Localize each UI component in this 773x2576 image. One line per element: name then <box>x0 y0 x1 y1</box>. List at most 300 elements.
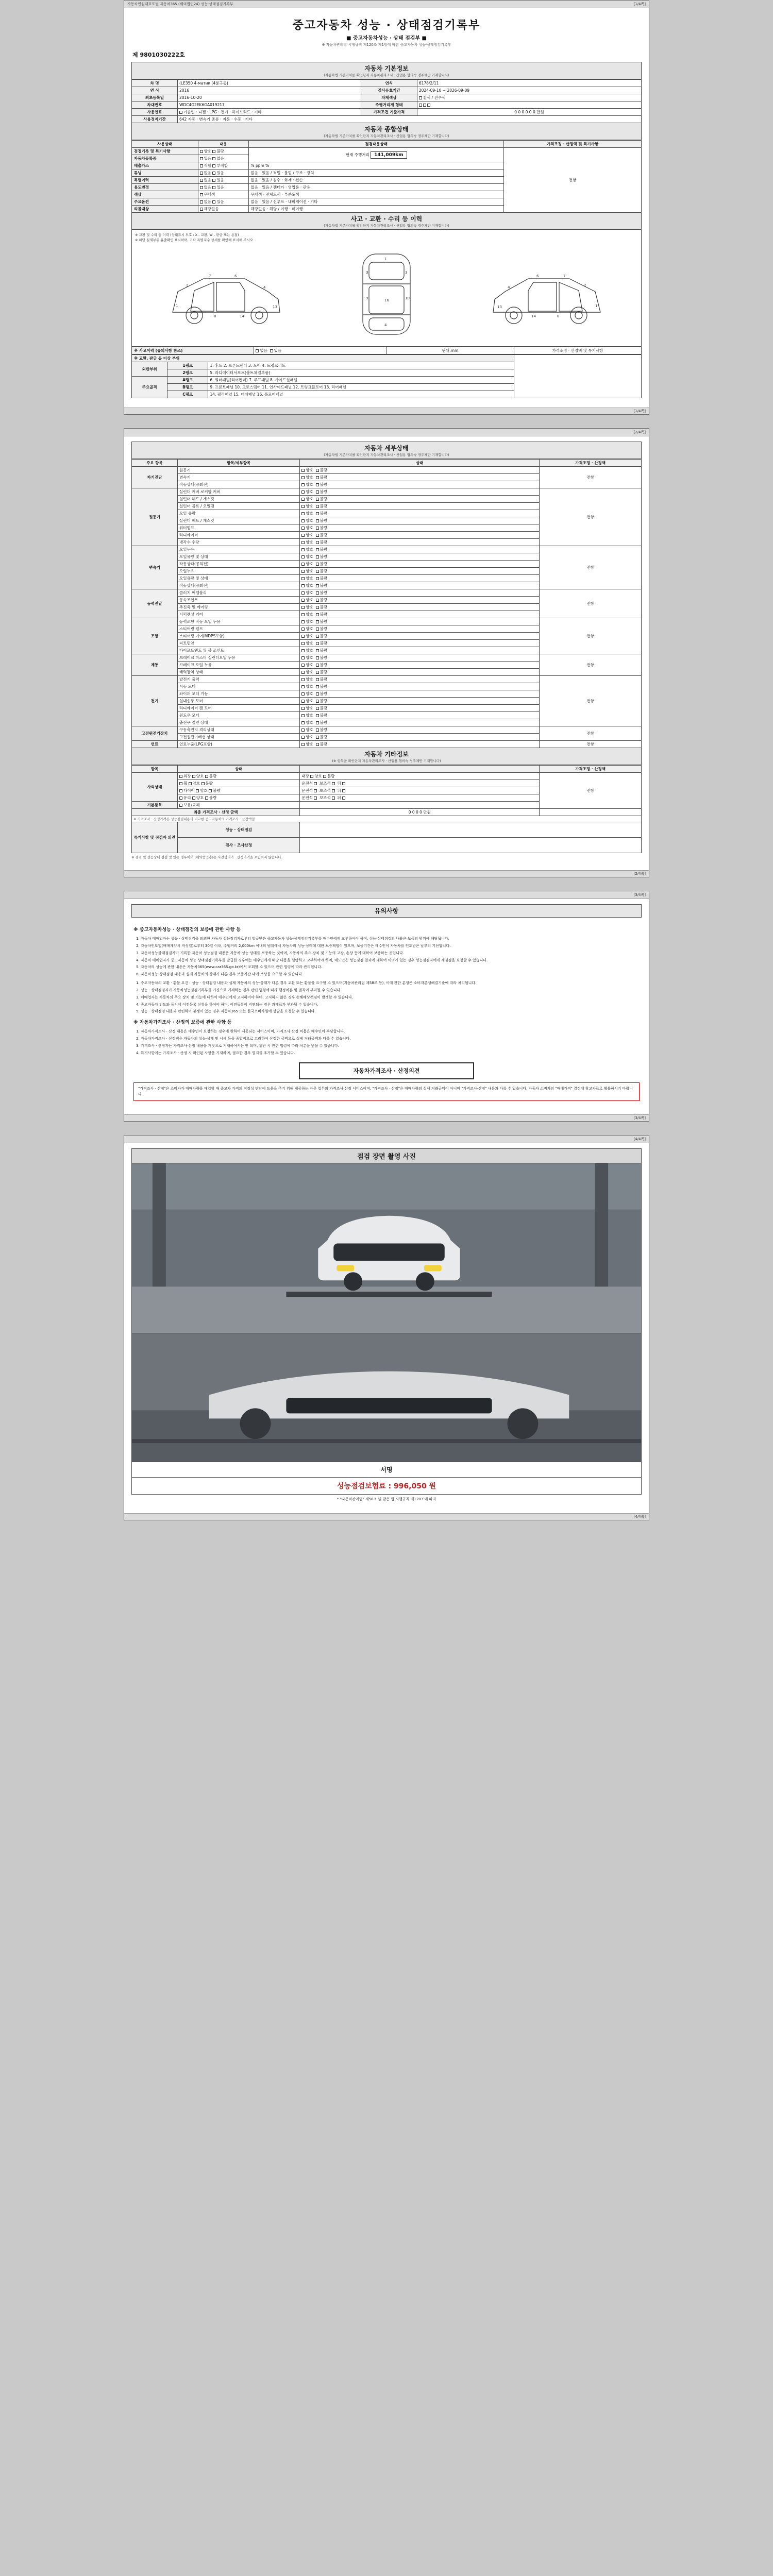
accident-label: ※ 사고이력 (유의사항 참조) <box>132 347 254 354</box>
checkbox-icon[interactable] <box>179 789 182 792</box>
list-item: 3. 매매업자는 자동차의 주요 장치 및 기능에 대하여 매수인에게 고지하여야 하며, 고지하지 않은 경우 손해배상책임이 발생할 수 있습니다. <box>141 995 640 1001</box>
notice-list-1 <box>141 936 640 977</box>
detail-state-cell: 양호 불량 <box>300 567 540 574</box>
checkbox-icon[interactable] <box>212 179 215 182</box>
checkbox-icon[interactable] <box>342 782 345 785</box>
checkbox-icon[interactable] <box>189 782 192 785</box>
section-etc-subtitle: (※ 항목을 확인단지 자동차관리조사 · 산업용 협의숙 경주체만 기재합니다) <box>332 758 441 763</box>
detail-state-cell: 양호 불량 <box>300 538 540 546</box>
checkbox-icon[interactable] <box>316 505 319 508</box>
detail-state-cell: 양호 불량 <box>300 704 540 711</box>
checkbox-icon[interactable] <box>301 469 305 472</box>
svg-text:3: 3 <box>365 270 368 275</box>
basic-label: 가격조건 기준가격 <box>361 109 417 116</box>
checkbox-icon[interactable] <box>301 635 305 638</box>
checkbox-icon[interactable] <box>316 664 319 667</box>
checkbox-icon[interactable] <box>316 613 319 616</box>
checkbox-icon[interactable] <box>316 649 319 652</box>
table-row <box>132 822 642 837</box>
checkbox-icon[interactable] <box>316 512 319 515</box>
detail-sub-label: 원동기 <box>178 466 300 473</box>
detail-state-cell: 양호 불량 <box>300 531 540 538</box>
checkbox-icon[interactable] <box>301 664 305 667</box>
checkbox-icon[interactable] <box>179 775 182 778</box>
unit-label: 단위:mm <box>386 347 514 354</box>
checkbox-icon[interactable] <box>316 700 319 703</box>
checkbox-icon[interactable] <box>301 606 305 609</box>
table-row <box>132 837 642 853</box>
basic-value: 0 0 0 0 0 0 만원 <box>417 109 641 116</box>
total-label: 최종 가격조사 · 산정 금액 <box>132 808 300 816</box>
checkbox-icon[interactable] <box>196 789 199 792</box>
svg-text:2: 2 <box>186 283 189 287</box>
detail-sub-label: 윈도우 모터 <box>178 711 300 719</box>
checkbox-icon[interactable] <box>301 736 305 739</box>
checkbox-icon[interactable] <box>301 649 305 652</box>
section-detail-title: 자동차 세부상태 <box>364 444 409 452</box>
detail-price-cell[interactable]: 전항 <box>540 726 642 740</box>
table-row: 배출가스 적합 부적합 % ppm % <box>132 162 642 170</box>
basic-value: 가솔린 · 디젤 · LPG · 전기 · 하이브리드 · 기타 <box>178 109 361 116</box>
checkbox-icon[interactable] <box>301 476 305 479</box>
checkbox-icon[interactable] <box>310 775 313 778</box>
table-row <box>132 618 642 625</box>
special-row-value[interactable] <box>300 837 642 853</box>
detail-state-cell: 양호 불량 <box>300 466 540 473</box>
list-item: 5. 자동차의 성능에 관한 내용은 자동차365(www.car365.go.kr)에서 조회할 수 있으며 관련 법령에 따라 관리됩니다. <box>141 964 640 970</box>
basic-value: 6178/2/11 <box>417 80 641 87</box>
checkbox-icon[interactable] <box>423 104 426 107</box>
checkbox-icon[interactable] <box>301 584 305 587</box>
parts-items: 1. 후드 2. 프론트펜더 3. 도어 4. 트렁크리드 <box>208 362 514 369</box>
detail-table-body <box>132 466 642 748</box>
detail-price-cell[interactable]: 전항 <box>540 488 642 546</box>
inspection-photo-1 <box>131 1163 642 1333</box>
detail-sub-label: 실내송풍 모터 <box>178 697 300 704</box>
svg-text:13: 13 <box>272 304 277 309</box>
row-label: 주요옵션 <box>132 198 198 206</box>
list-item: 5. 성능 · 상태점검 내용과 관련하여 분쟁이 있는 경우 자동차365 또는 한국소비자원에 상담을 요청할 수 있습니다. <box>141 1009 640 1014</box>
list-item: 3. 가격조사 · 산정자는 가격조사·산정 내용을 거짓으로 기재하여서는 안 되며, 위반 시 관련 법령에 따라 처분을 받을 수 있습니다. <box>141 1043 640 1049</box>
detail-sub-label: 타이로드엔드 및 볼 조인트 <box>178 647 300 654</box>
checkbox-icon[interactable] <box>316 570 319 573</box>
checkbox-icon[interactable] <box>316 635 319 638</box>
table-row: 주요옵션 없음 있음 없음 · 있음 / 선루프 · 내비게이션 · 기타 <box>132 198 642 206</box>
checkbox-icon[interactable] <box>301 721 305 724</box>
detail-price-cell[interactable]: 전항 <box>540 589 642 618</box>
table-row: 색상 무채색 무채색 · 전체도색 · 부분도색 <box>132 191 642 198</box>
checkbox-icon[interactable] <box>301 728 305 732</box>
section-overall-header <box>131 123 642 140</box>
checkbox-icon[interactable] <box>200 164 203 167</box>
checkbox-icon[interactable] <box>301 685 305 688</box>
detail-state-cell: 양호 불량 <box>300 661 540 668</box>
doc-subtitle: ■ 중고자동차성능 · 상태 점검부 ■ <box>346 36 427 41</box>
detail-sub-label: 작동상태(공회전) <box>178 481 300 488</box>
checkbox-icon[interactable] <box>316 541 319 544</box>
checkbox-icon[interactable] <box>316 584 319 587</box>
checkbox-icon[interactable] <box>316 671 319 674</box>
checkbox-icon[interactable] <box>316 656 319 659</box>
checkbox-icon[interactable] <box>316 519 319 522</box>
table-header-row <box>132 141 642 148</box>
checkbox-icon[interactable] <box>212 164 215 167</box>
checkbox-icon[interactable] <box>316 721 319 724</box>
checkbox-icon[interactable] <box>301 483 305 486</box>
detail-state-cell: 양호 불량 <box>300 596 540 603</box>
checkbox-icon[interactable] <box>316 534 319 537</box>
photo-1-graphic <box>132 1163 641 1333</box>
checkbox-icon[interactable] <box>212 186 215 189</box>
page-2-footer: [2/4쪽] <box>124 870 649 877</box>
parts-rank: B랭크 <box>167 383 208 391</box>
checkbox-icon[interactable] <box>200 186 203 189</box>
checkbox-icon[interactable] <box>419 104 422 107</box>
table-row <box>132 94 642 101</box>
checkbox-icon[interactable] <box>301 620 305 623</box>
checkbox-icon[interactable] <box>316 714 319 717</box>
checkbox-icon[interactable] <box>316 685 319 688</box>
checkbox-icon[interactable] <box>301 628 305 631</box>
notice-header <box>131 904 642 918</box>
checkbox-icon[interactable] <box>200 150 203 153</box>
checkbox-icon[interactable] <box>301 548 305 551</box>
section-accident-title: 사고 · 교환 · 수리 등 이력 <box>350 215 423 223</box>
checkbox-icon[interactable] <box>342 796 345 800</box>
checkbox-icon[interactable] <box>301 563 305 566</box>
detail-sub-label: 워터펌프 <box>178 524 300 531</box>
page-1 <box>124 0 649 415</box>
checkbox-icon[interactable] <box>316 728 319 732</box>
window-left-text: 자동차민원대표포털 자동차365 (해외법인24) 성능·상태점검기록부 <box>127 2 233 6</box>
etc-group: 사외상태 <box>132 772 178 801</box>
checkbox-icon[interactable] <box>205 775 208 778</box>
checkbox-icon[interactable] <box>301 498 305 501</box>
detail-state-cell: 양호 불량 <box>300 726 540 733</box>
detail-sub-label: 클러치 어셈블리 <box>178 589 300 596</box>
table-row: 검정기록 및 특기사항 양호 불량 현재 주행거리 141,009km 전항 <box>132 148 642 155</box>
doc-serial: 제 9801030222호 <box>132 52 185 58</box>
checkbox-icon[interactable] <box>179 804 182 807</box>
detail-group-label: 연료 <box>132 740 178 748</box>
row-label: 특별이력 <box>132 177 198 184</box>
checkbox-icon[interactable] <box>301 599 305 602</box>
basic-label: 차대번호 <box>132 101 178 109</box>
table-row <box>132 116 642 123</box>
detail-state-cell: 양호 불량 <box>300 488 540 495</box>
list-item: 1. 자동차 매매업자는 성능 · 상태점검을 의뢰한 자동차 성능점검자로부터 발급받은 중고자동차 성능·상태점검기록부를 매수인에게 교부하여야 하며, 성능·상태점검의 내용은 보증의 범위에 해당됩니다. <box>141 936 640 942</box>
detail-sub-label: 실린더 블록 / 오일팬 <box>178 502 300 510</box>
checkbox-icon[interactable] <box>301 512 305 515</box>
etc-disclaimer: ※ 점검 및 성능상태 점검 및 있는 경우이며 (해외법인용)는 사전합의가 · 산정가격을 포함하지 않습니다. <box>131 855 282 859</box>
checkbox-icon[interactable] <box>192 796 195 800</box>
checkbox-icon[interactable] <box>316 469 319 472</box>
insurance-fee: 성능점검보험료 : 996,050 원 <box>131 1478 642 1495</box>
detail-state-cell: 양호 불량 <box>300 546 540 553</box>
detail-state-cell: 양호 불량 <box>300 553 540 560</box>
detail-state-cell: 양호 불량 <box>300 502 540 510</box>
checkbox-icon[interactable] <box>212 200 215 204</box>
checkbox-icon[interactable] <box>332 782 335 785</box>
svg-text:8: 8 <box>213 314 216 318</box>
detail-state-cell: 양호 불량 <box>300 574 540 582</box>
basic-label: 최초등록일 <box>132 94 178 101</box>
detail-sub-label: 라디에이터 <box>178 531 300 538</box>
checkbox-icon[interactable] <box>301 671 305 674</box>
detail-state-table <box>131 459 642 748</box>
page-3 <box>124 891 649 1122</box>
checkbox-icon[interactable] <box>205 796 208 800</box>
col-price: 가격조정 · 산정액 <box>540 459 642 466</box>
checkbox-icon[interactable] <box>201 782 205 785</box>
checkbox-icon[interactable] <box>301 570 305 573</box>
detail-price-cell[interactable]: 전항 <box>540 675 642 726</box>
checkbox-icon[interactable] <box>301 678 305 681</box>
checkbox-icon[interactable] <box>301 490 305 494</box>
detail-state-cell: 양호 불량 <box>300 589 540 596</box>
parts-rank: 1랭크 <box>167 362 208 369</box>
checkbox-icon[interactable] <box>301 555 305 558</box>
basic-label: 검사유효기간 <box>361 87 417 94</box>
checkbox-icon[interactable] <box>179 796 182 800</box>
checkbox-icon[interactable] <box>192 775 195 778</box>
notice-h1: ※ 중고자동차성능 · 상태점검의 보증에 관한 사항 등 <box>133 927 241 933</box>
detail-sub-label: 실린더 헤드 / 개스킷 <box>178 517 300 524</box>
checkbox-icon[interactable] <box>316 527 319 530</box>
checkbox-icon[interactable] <box>301 743 305 746</box>
page-4-footer: [4/4쪽] <box>124 1513 649 1520</box>
checkbox-icon[interactable] <box>316 736 319 739</box>
table-row <box>132 488 642 495</box>
checkbox-icon[interactable] <box>316 707 319 710</box>
basic-label: 주행거리계 형태 <box>361 101 417 109</box>
checkbox-icon[interactable] <box>316 555 319 558</box>
inspection-photo-2 <box>131 1333 642 1462</box>
checkbox-icon[interactable] <box>301 534 305 537</box>
row-label: 배출가스 <box>132 162 198 170</box>
price-memo-cell[interactable]: 전항 <box>503 148 641 213</box>
checkbox-icon[interactable] <box>301 700 305 703</box>
basic-value <box>417 101 641 109</box>
basic-value: 642 자동 · 변속기 종류 · 자동 · 수동 · 기타 <box>178 116 642 123</box>
parts-group: 주요골격 <box>132 376 167 398</box>
page-3-footer: [3/4쪽] <box>124 1114 649 1121</box>
checkbox-icon[interactable] <box>212 150 215 153</box>
row-label: 용도변경 <box>132 184 198 191</box>
detail-sub-label: 피트먼암 <box>178 639 300 647</box>
table-row: 기본품목 보유/교체 <box>132 801 642 808</box>
page-4 <box>124 1135 649 1520</box>
col-price: 가격조정 · 산정액 및 특기사항 <box>503 141 641 148</box>
notice-title: 유의사항 <box>374 907 399 914</box>
detail-sub-label: 브레이크 오일 누유 <box>178 661 300 668</box>
checkbox-icon[interactable] <box>332 796 335 800</box>
checkbox-icon[interactable] <box>200 172 203 175</box>
checkbox-icon[interactable] <box>200 179 203 182</box>
checkbox-icon[interactable] <box>301 541 305 544</box>
detail-group-label: 조향 <box>132 618 178 654</box>
col-detail: 점검내용상태 <box>249 141 504 148</box>
list-item: 4. 중고자동차 인도와 동시에 이전등록 신청을 하여야 하며, 이전등록이 지연되는 경우 과태료가 부과될 수 있습니다. <box>141 1002 640 1008</box>
notice-list-3 <box>141 1029 640 1056</box>
checkbox-icon[interactable] <box>212 172 215 175</box>
parts-memo-cell[interactable] <box>514 354 641 398</box>
valuation-stamp: 자동차가격조사 · 산정의견 <box>299 1062 474 1079</box>
checkbox-icon[interactable] <box>427 104 430 107</box>
checkbox-icon[interactable] <box>323 775 326 778</box>
row-detail: 무채색 · 전체도색 · 부분도색 <box>249 191 504 198</box>
checkbox-icon[interactable] <box>316 692 319 696</box>
checkbox-icon[interactable] <box>301 505 305 508</box>
checkbox-icon[interactable] <box>209 789 212 792</box>
basic-label: 차 명 <box>132 80 178 87</box>
checkbox-icon[interactable] <box>316 606 319 609</box>
checkbox-icon[interactable] <box>316 490 319 494</box>
svg-text:4: 4 <box>263 285 266 290</box>
checkbox-icon[interactable] <box>200 157 203 160</box>
checkbox-icon[interactable] <box>419 96 422 99</box>
checkbox-icon[interactable] <box>301 692 305 696</box>
photo-2-graphic <box>132 1333 641 1462</box>
detail-sub-label: 구동축전지 격리상태 <box>178 726 300 733</box>
svg-text:10: 10 <box>405 296 410 300</box>
detail-state-cell: 양호 불량 <box>300 639 540 647</box>
section-overall-subtitle: (자동차법 기준가치를 확인단지 자동차관리조사 · 산업용 협의숙 경주체만 기재합니다) <box>324 134 449 138</box>
checkbox-icon[interactable] <box>256 349 259 352</box>
svg-text:6: 6 <box>234 274 237 278</box>
list-item: 1. 자동차가격조사 · 산정 내용은 매수인이 요청하는 경우에 한하여 제공되는 서비스이며, 가격조사·산정 비용은 매수인이 부담합니다. <box>141 1029 640 1035</box>
row-detail: 없음 · 있음 / 적법 · 불법 / 구조 · 장치 <box>249 170 504 177</box>
detail-state-cell: 양호 불량 <box>300 654 540 661</box>
checkbox-icon[interactable] <box>301 519 305 522</box>
mileage-label: 현재 주행거리 <box>345 152 369 157</box>
checkbox-icon[interactable] <box>316 591 319 595</box>
table-row <box>132 101 642 109</box>
parts-items: 6. 쿼터패널(리어펜더) 7. 루프패널 8. 사이드실패널 <box>208 376 514 383</box>
checkbox-icon[interactable] <box>314 796 317 800</box>
svg-text:4: 4 <box>384 323 387 327</box>
row-detail: 없음 · 있음 / 침수 · 화재 · 전손 <box>249 177 504 184</box>
basic-value: WDC4G2EK6GA019217 <box>178 101 361 109</box>
checkbox-icon[interactable] <box>314 789 317 792</box>
window-topbar-3 <box>124 891 649 899</box>
row-label: 검정기록 및 특기사항 <box>132 148 198 155</box>
table-row <box>132 546 642 553</box>
checkbox-icon[interactable] <box>316 476 319 479</box>
detail-price-cell[interactable]: 전항 <box>540 740 642 748</box>
car-side-view-right-diagram <box>482 250 611 338</box>
parts-items: 9. 프론트패널 10. 크로스멤버 11. 인사이드패널 12. 트렁크플로어 13. 리어패널 <box>208 383 514 391</box>
table-row: 튜닝 없음 있음 없음 · 있음 / 적법 · 불법 / 구조 · 장치 <box>132 170 642 177</box>
table-row <box>132 654 642 661</box>
detail-price-cell[interactable]: 전항 <box>540 618 642 654</box>
table-row <box>132 816 642 822</box>
checkbox-icon[interactable] <box>301 527 305 530</box>
col-major: 주요 항목 <box>132 459 178 466</box>
checkbox-icon[interactable] <box>316 642 319 645</box>
table-row: 자동차등록증 있음 없음 <box>132 155 642 162</box>
table-row <box>132 726 642 733</box>
detail-sub-label: 오일누유 <box>178 567 300 574</box>
detail-sub-label: 발전기 출력 <box>178 675 300 683</box>
detail-price-cell[interactable]: 전항 <box>540 654 642 675</box>
list-item: 4. 자동차 매매업자가 중고자동차 성능·상태점검기록부를 발급한 경우에는 매수인에게 해당 내용을 설명하고 교부하여야 하며, 매도인은 성능점검 결과에 대하여 이의가 있는 경우 성능점검자에게 재점검을 요청할 수 있습니다. <box>141 958 640 963</box>
table-row: ※ 사고이력 (유의사항 참조) 없음 있음 단위:mm 가격조정 · 산정액 및 특기사항 <box>132 347 642 354</box>
checkbox-icon[interactable] <box>316 498 319 501</box>
checkbox-icon[interactable] <box>314 782 317 785</box>
detail-group-label: 전기 <box>132 675 178 726</box>
checkbox-icon[interactable] <box>316 483 319 486</box>
detail-sub-label: 동력조향 작동 오일 누유 <box>178 618 300 625</box>
checkbox-icon[interactable] <box>200 193 203 196</box>
checkbox-icon[interactable] <box>200 208 203 211</box>
detail-price-cell[interactable]: 전항 <box>540 546 642 589</box>
page-3-tag: [3/4쪽] <box>633 892 646 897</box>
row-label: 튜닝 <box>132 170 198 177</box>
basic-value: 2016 <box>178 87 361 94</box>
table-row: 특별이력 없음 있음 없음 · 있음 / 침수 · 화재 · 전손 <box>132 177 642 184</box>
checkbox-icon[interactable] <box>316 563 319 566</box>
svg-text:14: 14 <box>239 314 244 318</box>
checkbox-icon[interactable] <box>316 599 319 602</box>
detail-group-label: 동력전달 <box>132 589 178 618</box>
detail-sub-label: 오일유량 및 상태 <box>178 553 300 560</box>
section-detail-header <box>131 442 642 459</box>
checkbox-icon[interactable] <box>179 111 182 114</box>
checkbox-icon[interactable] <box>301 591 305 595</box>
checkbox-icon[interactable] <box>200 200 203 204</box>
checkbox-icon[interactable] <box>270 349 273 352</box>
checkbox-icon[interactable] <box>301 577 305 580</box>
notice-list-2 <box>141 980 640 1014</box>
checkbox-icon[interactable] <box>342 789 345 792</box>
checkbox-icon[interactable] <box>301 714 305 717</box>
checkbox-icon[interactable] <box>332 789 335 792</box>
checkbox-icon[interactable] <box>301 613 305 616</box>
checkbox-icon[interactable] <box>316 678 319 681</box>
checkbox-icon[interactable] <box>316 620 319 623</box>
detail-state-cell: 양호 불량 <box>300 675 540 683</box>
row-label: 리콜대상 <box>132 206 198 213</box>
checkbox-icon[interactable] <box>316 743 319 746</box>
section-accident-header <box>131 213 642 230</box>
checkbox-icon[interactable] <box>316 548 319 551</box>
svg-text:7: 7 <box>208 274 211 278</box>
checkbox-icon[interactable] <box>316 577 319 580</box>
detail-state-cell: 양호 불량 <box>300 711 540 719</box>
detail-sub-label: 브레이크 마스터 실린더오일 누유 <box>178 654 300 661</box>
col-item: 사용상태 <box>132 141 198 148</box>
special-row-value[interactable] <box>300 822 642 837</box>
detail-sub-label: 배력장치 상태 <box>178 668 300 675</box>
detail-group-label: 원동기 <box>132 488 178 546</box>
basic-label: 연 식 <box>132 87 178 94</box>
detail-state-cell: 양호 불량 <box>300 690 540 697</box>
svg-text:7: 7 <box>563 274 566 278</box>
checkbox-icon[interactable] <box>179 782 182 785</box>
checkbox-icon[interactable] <box>301 656 305 659</box>
checkbox-icon[interactable] <box>301 642 305 645</box>
checkbox-icon[interactable] <box>316 628 319 631</box>
checkbox-icon[interactable] <box>212 157 215 160</box>
basic-label: 차체색상 <box>361 94 417 101</box>
col-item: 항목 <box>132 765 178 772</box>
detail-sub-label: 추진축 및 베어링 <box>178 603 300 611</box>
checkbox-icon[interactable] <box>301 707 305 710</box>
detail-state-cell: 양호 불량 <box>300 625 540 632</box>
etc-price-cell[interactable]: 전항 <box>540 772 642 808</box>
detail-price-cell[interactable]: 전항 <box>540 466 642 488</box>
